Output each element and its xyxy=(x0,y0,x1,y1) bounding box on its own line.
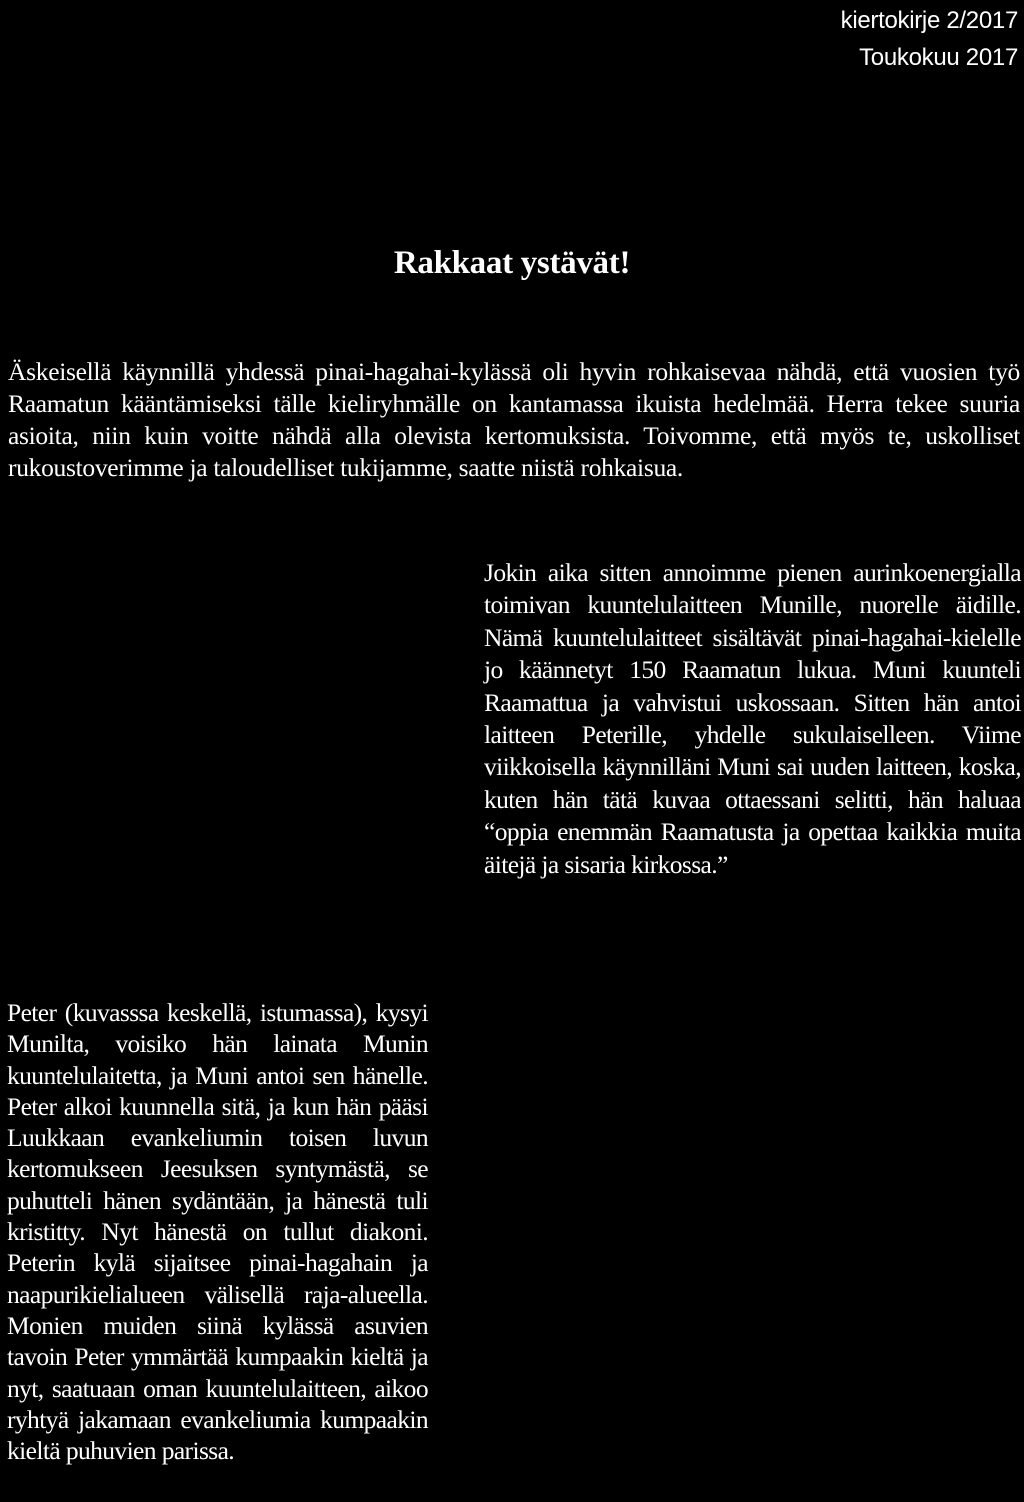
letter-header xyxy=(841,2,1018,76)
letter-date: Toukokuu 2017 xyxy=(859,44,1018,71)
muni-story-paragraph: Jokin aika sitten annoimme pienen aurinkoenergialla toimivan kuuntelulaitteen Munille, nuorelle äidille. Nämä kuuntelulaitteet sisältävät pinai-hagahai-kielelle jo käännetyt 150 Raamatun lukua. Muni kuunteli Raamattua ja vahvistui uskossaan. Sitten hän antoi laitteen Peterille, yhdelle sukulaiselleen. Viime viikkoisella käynnilläni Muni sai uuden laitteen, koska, kuten hän tätä kuvaa ottaessani selitti, hän haluaa “oppia enemmän Raamatusta ja opettaa kaikkia muita äitejä ja sisaria kirkossa.” xyxy=(484,558,1021,879)
peter-story-paragraph: Peter (kuvasssa keskellä, istumassa), kysyi Munilta, voisiko hän lainata Munin kuuntelulaitetta, ja Muni antoi sen hänelle. Peter alkoi kuunnella sitä, ja kun hän pääsi Luukkaan evankeliumin toisen luvun kertomukseen Jeesuksen syntymästä, se puhutteli hänen sydäntään, ja hänestä tuli kristitty. Nyt hänestä on tullut diakoni. Peterin kylä sijaitsee pinai-hagahain ja naapurikielialueen välisellä raja-alueella. Monien muiden siinä kylässä asuvien tavoin Peter ymmärtää kumpaakin kieltä ja nyt, saatuaan oman kuuntelulaitteen, aikoo ryhtyä jakamaan evankeliumia kumpaakin kieltä puhuvien parissa. xyxy=(7,998,428,1466)
page-title: Rakkaat ystävät! xyxy=(393,245,631,281)
intro-paragraph: Äskeisellä käynnillä yhdessä pinai-hagahai-kylässä oli hyvin rohkaisevaa nähdä, että vuosien työ Raamatun kääntämiseksi tälle kieliryhmälle on kantamassa ikuista hedelmää. Herra tekee suuria asioita, niin kuin voitte nähdä alla olevista kertomuksista. Toivomme, että myös te, uskolliset rukoustoverimme ja taloudelliset tukijamme, saatte niistä rohkaisua. xyxy=(8,357,1020,482)
letter-number: kiertokirje 2/2017 xyxy=(840,7,1018,34)
